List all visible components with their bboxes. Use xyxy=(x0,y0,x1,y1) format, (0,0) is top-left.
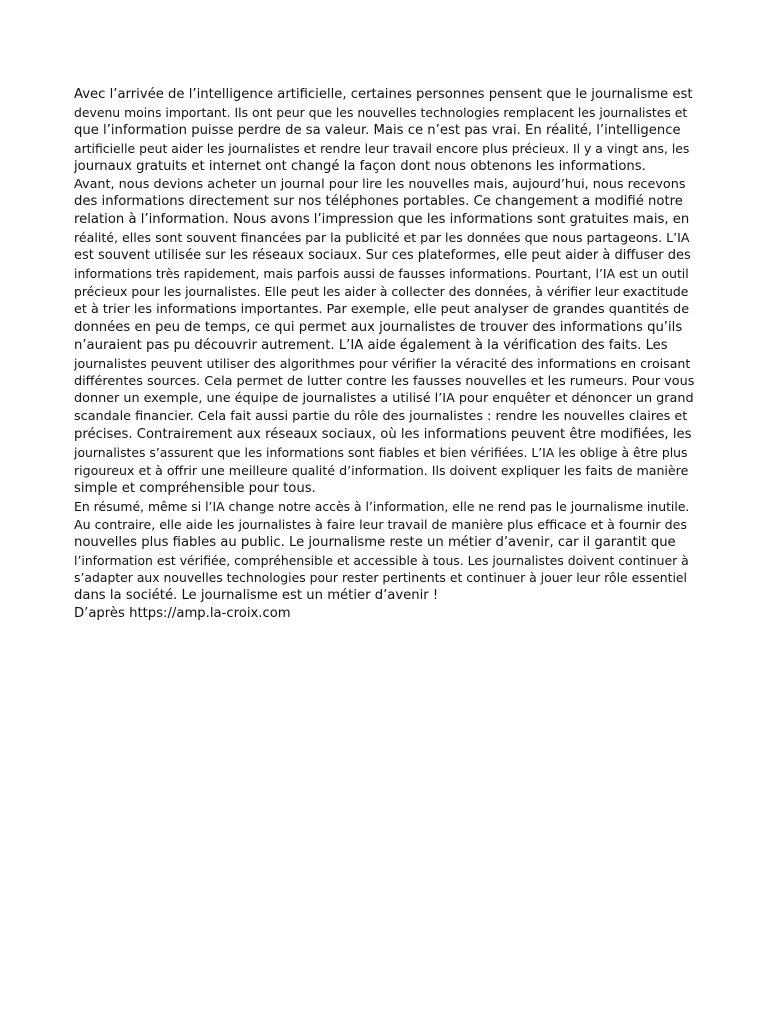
text-line: que l’information puisse perdre de sa valeur. Mais ce n’est pas vrai. En réalité, l’intelligence xyxy=(74,122,681,138)
text-line: réalité, elles sont souvent financées par la publicité et par les données que nous partageons. L’IA xyxy=(74,230,690,246)
text-line: rigoureux et à offrir une meilleure qualité d’information. Ils doivent expliquer les faits de manière xyxy=(74,463,689,479)
text-line: s’adapter aux nouvelles technologies pour rester pertinents et continuer à jouer leur rôle essentiel xyxy=(74,570,687,586)
text-line: et à trier les informations importantes. Par exemple, elle peut analyser de grandes quantités de xyxy=(74,301,690,317)
text-line: journalistes peuvent utiliser des algorithmes pour vérifier la véracité des informations en croisant xyxy=(74,355,691,371)
text-line: dans la société. Le journalisme est un métier d’avenir ! xyxy=(74,588,439,604)
text-line: journalistes s’assurent que les informations sont fiables et bien vérifiées. L’IA les oblige à être plus xyxy=(74,445,688,461)
text-line: artificielle peut aider les journalistes et rendre leur travail encore plus précieux. Il y a vingt ans, les xyxy=(74,140,690,156)
text-line: est souvent utilisée sur les réseaux sociaux. Sur ces plateformes, elle peut aider à diffuser des xyxy=(74,248,691,264)
text-line: différentes sources. Cela permet de lutter contre les fausses nouvelles et les rumeurs. Pour vous xyxy=(74,373,695,389)
text-line: Avant, nous devions acheter un journal pour lire les nouvelles mais, aujourd’hui, nous recevons xyxy=(74,176,686,192)
text-line: scandale financier. Cela fait aussi partie du rôle des journalistes : rendre les nouvelles claires et xyxy=(74,409,688,425)
text-line: informations très rapidement, mais parfois aussi de fausses informations. Pourtant, l’IA est un outil xyxy=(74,266,689,282)
text-line: nouvelles plus fiables au public. Le journalisme reste un métier d’avenir, car il garantit que xyxy=(74,534,676,550)
text-line: Avec l’arrivée de l’intelligence artificielle, certaines personnes pensent que le journalisme est xyxy=(74,87,693,102)
text-line: En résumé, même si l’IA change notre accès à l’information, elle ne rend pas le journalisme inutile. xyxy=(74,498,690,514)
text-line: précieux pour les journalistes. Elle peut les aider à collecter des données, à vérifier leur exactitude xyxy=(74,283,689,299)
article-body xyxy=(74,86,694,623)
text-line: des informations directement sur nos téléphones portables. Ce changement a modifié notre xyxy=(74,194,683,210)
text-line: relation à l’information. Nous avons l’impression que les informations sont gratuites mais, en xyxy=(74,212,690,228)
source-credit: D’après https://amp.la-croix.com xyxy=(74,606,291,622)
text-line: donner un exemple, une équipe de journalistes a utilisé l’IA pour enquêter et dénoncer un grand xyxy=(74,391,694,407)
text-line: journaux gratuits et internet ont changé la façon dont nous obtenons les informations. xyxy=(74,158,646,174)
text-line: n’auraient pas pu découvrir autrement. L’IA aide également à la vérification des faits. Les xyxy=(74,337,668,353)
text-line: précises. Contrairement aux réseaux sociaux, où les informations peuvent être modifiées, les xyxy=(74,427,692,443)
text-line: simple et compréhensible pour tous. xyxy=(74,480,316,496)
text-line: Au contraire, elle aide les journalistes à faire leur travail de manière plus efficace et à fournir des xyxy=(74,516,687,532)
text-line: données en peu de temps, ce qui permet aux journalistes de trouver des informations qu’ils xyxy=(74,319,683,335)
text-line: l’information est vérifiée, compréhensible et accessible à tous. Les journalistes doivent continuer à xyxy=(74,552,689,568)
text-line: devenu moins important. Ils ont peur que les nouvelles technologies remplacent les journalistes et xyxy=(74,104,688,120)
